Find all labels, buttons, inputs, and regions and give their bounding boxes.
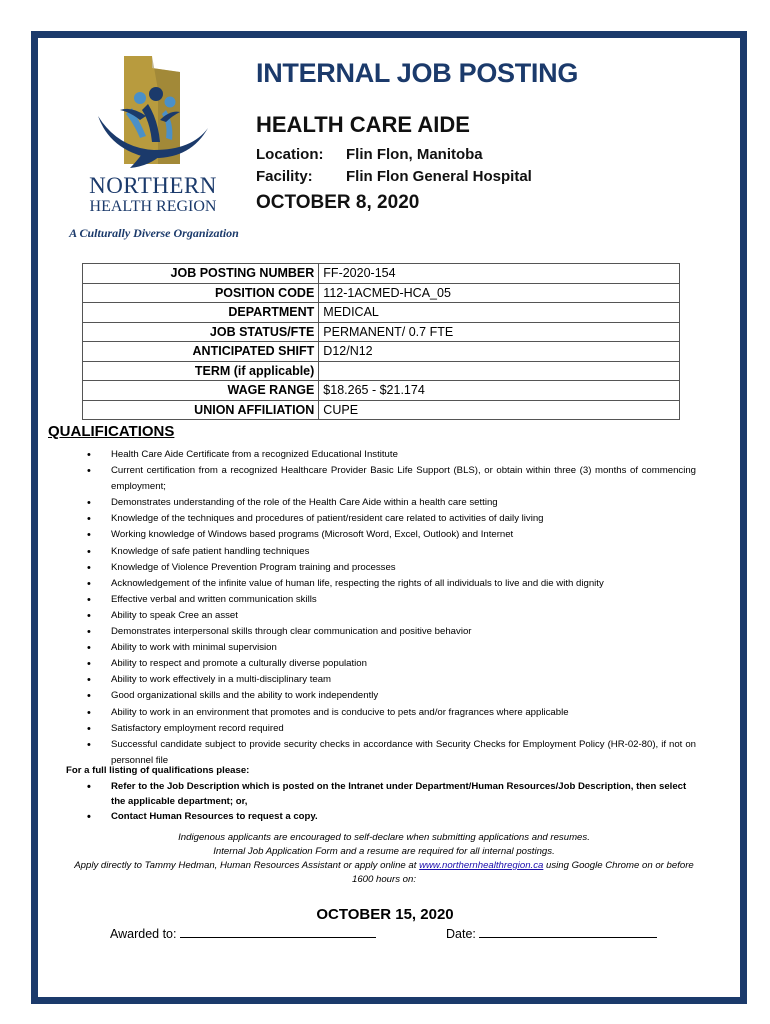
qualifications-list	[84, 447, 696, 769]
detail-value: MEDICAL	[319, 303, 680, 323]
facility-value: Flin Flon General Hospital	[346, 168, 532, 185]
date-line	[479, 926, 657, 938]
location-label: Location:	[256, 146, 324, 163]
apply-time: 1600 hours on:	[351, 874, 416, 885]
apply-note	[44, 859, 724, 873]
list-item: • Health Care Aide Certificate from a recognized Educational Institute	[84, 447, 696, 463]
table-row	[83, 400, 680, 420]
awarded-to-line	[180, 926, 376, 938]
list-item: • Ability to work in an environment that promotes and is conducive to pets and/or fragrances where applicable	[84, 705, 696, 721]
list-item: • Ability to speak Cree an asset	[84, 608, 696, 624]
position-title: HEALTH CARE AIDE	[256, 112, 470, 137]
list-item: • Acknowledgement of the infinite value of human life, respecting the rights of all individuals to live and die with dignity	[84, 576, 696, 592]
detail-label: WAGE RANGE	[83, 381, 319, 401]
detail-label: ANTICIPATED SHIFT	[83, 342, 319, 362]
detail-label: DEPARTMENT	[83, 303, 319, 323]
closing-date: OCTOBER 15, 2020	[316, 906, 454, 923]
detail-label: UNION AFFILIATION	[83, 400, 319, 420]
table-row	[83, 322, 680, 342]
table-row	[83, 283, 680, 303]
table-row	[83, 342, 680, 362]
page-title: INTERNAL JOB POSTING	[256, 58, 579, 88]
list-item: • Successful candidate subject to provide security checks in accordance with Security Checks for Employment Policy (HR-02-80), if not on personnel file	[84, 737, 696, 769]
detail-value: CUPE	[319, 400, 680, 420]
full-listing-list	[84, 780, 696, 825]
awarded-to-field	[110, 926, 376, 941]
list-item: • Knowledge of safe patient handling techniques	[84, 544, 696, 560]
list-item: • Contact Human Resources to request a copy.	[84, 810, 696, 825]
detail-label: JOB STATUS/FTE	[83, 322, 319, 342]
detail-value: D12/N12	[319, 342, 680, 362]
apply-prefix: Apply directly to Tammy Hedman, Human Resources Assistant or apply online at	[74, 860, 417, 871]
facility-label: Facility:	[256, 168, 313, 185]
apply-suffix: using Google Chrome on or before	[546, 860, 694, 871]
detail-value: $18.265 - $21.174	[319, 381, 680, 401]
list-item: • Ability to work effectively in a multi-disciplinary team	[84, 672, 696, 688]
location-value: Flin Flon, Manitoba	[346, 146, 483, 163]
detail-label: POSITION CODE	[83, 283, 319, 303]
detail-label: TERM (if applicable)	[83, 361, 319, 381]
list-item: • Ability to work with minimal supervision	[84, 640, 696, 656]
list-item: • Ability to respect and promote a culturally diverse population	[84, 656, 696, 672]
list-item: • Demonstrates interpersonal skills through clear communication and positive behavior	[84, 624, 696, 640]
posting-date: OCTOBER 8, 2020	[256, 192, 420, 213]
list-item: • Satisfactory employment record required	[84, 721, 696, 737]
qualifications-heading: QUALIFICATIONS	[48, 423, 175, 440]
table-row	[83, 381, 680, 401]
date-label: Date:	[446, 927, 476, 941]
logo-wordmark-northern: NORTHERN	[89, 173, 217, 198]
list-item: • Knowledge of Violence Prevention Program training and processes	[84, 560, 696, 576]
list-item: • Demonstrates understanding of the role of the Health Care Aide within a health care setting	[84, 495, 696, 511]
table-row	[83, 264, 680, 284]
list-item: • Current certification from a recognized Healthcare Provider Basic Life Support (BLS), or obtain within three (3) months of commencing employment;	[84, 463, 696, 495]
detail-value: PERMANENT/ 0.7 FTE	[319, 322, 680, 342]
table-row	[83, 303, 680, 323]
logo-tagline: A Culturally Diverse Organization	[69, 226, 239, 240]
list-item: • Knowledge of the techniques and procedures of patient/resident care related to activities of daily living	[84, 511, 696, 527]
detail-value: FF-2020-154	[319, 264, 680, 284]
full-listing-heading: For a full listing of qualifications please:	[66, 765, 250, 776]
website-link[interactable]: www.northernhealthregion.ca	[419, 860, 544, 871]
list-item: • Working knowledge of Windows based programs (Microsoft Word, Excel, Outlook) and Internet	[84, 527, 696, 543]
list-item: • Refer to the Job Description which is posted on the Intranet under Department/Human Resources/Job Description, then select the applicable department; or,	[84, 780, 696, 809]
detail-label: JOB POSTING NUMBER	[83, 264, 319, 284]
location-row	[256, 146, 483, 163]
job-details-table	[82, 263, 680, 420]
list-item: • Effective verbal and written communication skills	[84, 592, 696, 608]
detail-value: 112-1ACMED-HCA_05	[319, 283, 680, 303]
list-item: • Good organizational skills and the ability to work independently	[84, 688, 696, 704]
logo-wordmark-region: HEALTH REGION	[89, 198, 217, 215]
facility-row	[256, 168, 532, 185]
table-row	[83, 361, 680, 381]
indigenous-note: Indigenous applicants are encouraged to self-declare when submitting applications and resumes.	[178, 832, 590, 843]
awarded-to-label: Awarded to:	[110, 927, 177, 941]
application-note: Internal Job Application Form and a resume are required for all internal postings.	[213, 846, 555, 857]
date-field	[446, 926, 657, 941]
detail-value	[319, 361, 680, 381]
